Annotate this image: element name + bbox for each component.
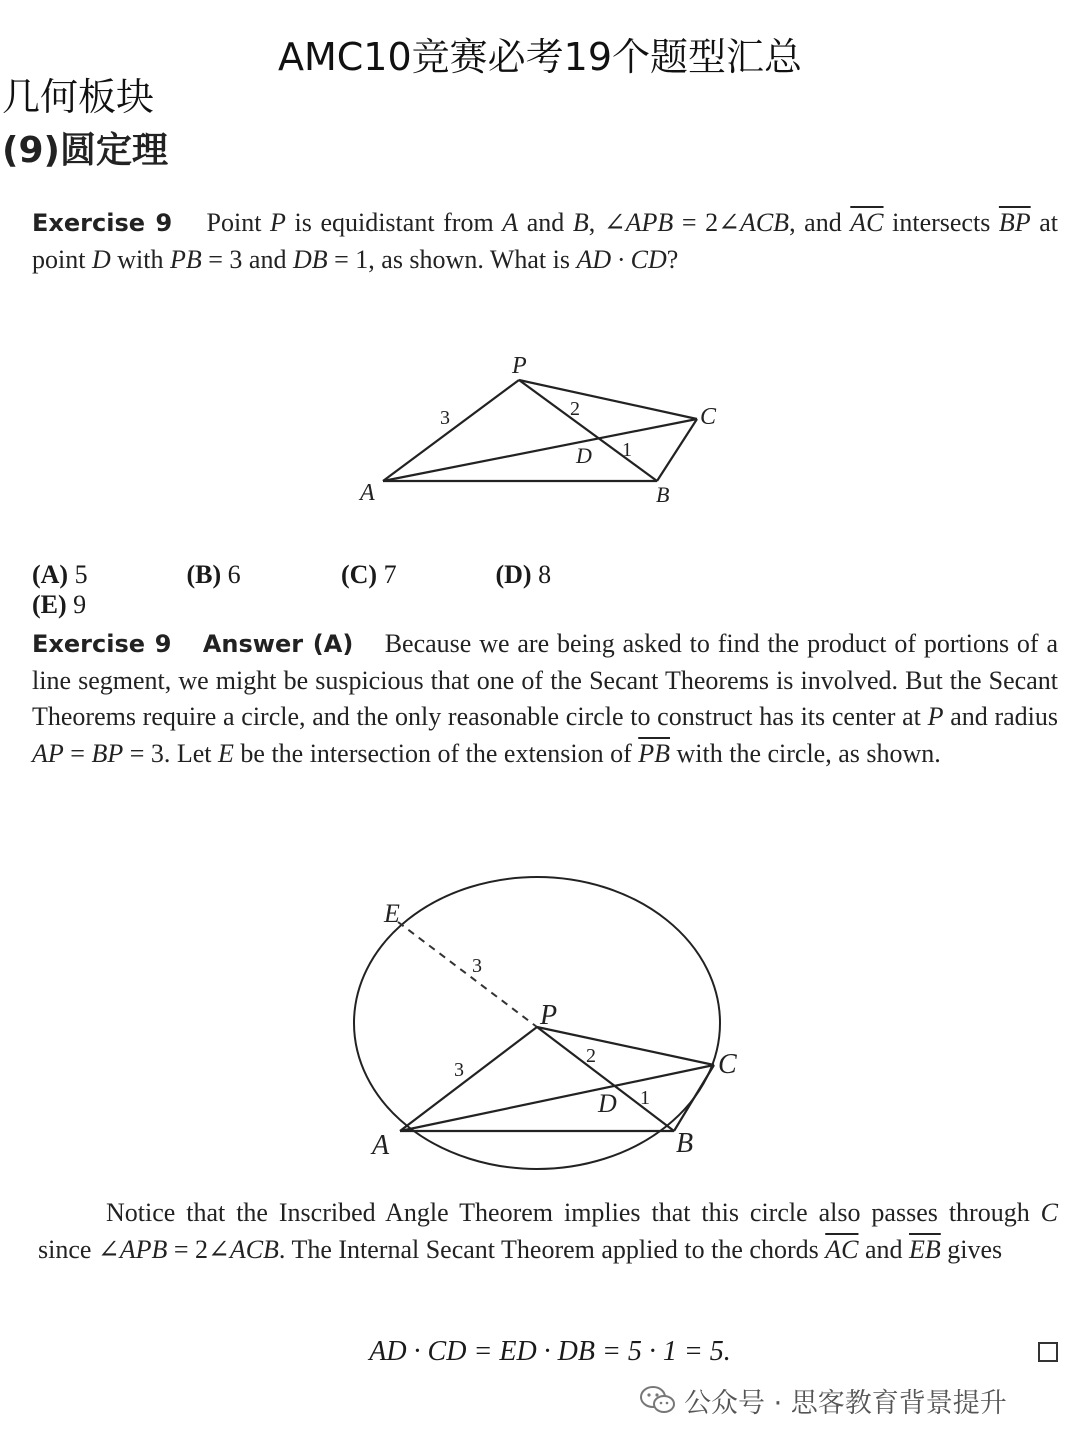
answer-label: Answer (A): [202, 630, 354, 658]
label-length-3-left: 3: [454, 1059, 464, 1081]
label-p: P: [540, 1000, 558, 1031]
label-length-3: 3: [440, 407, 450, 429]
footer-text: 公众号 · 思客教育背景提升: [684, 1387, 1007, 1419]
figure-triangle-diagram: [350, 345, 750, 515]
label-b: B: [656, 482, 670, 507]
page-title: AMC10竞赛必考19个题型汇总: [277, 35, 803, 79]
notice-text: Notice that the Inscribed Angle Theorem implies that this circle also passes through C since ∠APB = 2∠ACB. The Internal Secant Theorem applied to the chords $\overline{AC}$ and $\overline{EB}$ gives: [38, 1198, 1058, 1264]
label-length-2: 2: [570, 398, 580, 420]
label-length-2: 2: [586, 1045, 596, 1067]
segment-ap: [400, 1027, 537, 1131]
footer-watermark: [640, 1380, 1007, 1420]
segment-ap: [383, 380, 519, 481]
answer-exercise-label: Exercise 9: [32, 630, 172, 658]
choice-d: (D) 8: [495, 560, 552, 589]
segment-bc: [674, 1065, 714, 1131]
segment-bc: [657, 419, 697, 481]
wechat-icon: [640, 1385, 676, 1415]
choice-b: (B) 6: [186, 560, 241, 589]
label-a: A: [360, 480, 375, 506]
figure-circle-diagram: [340, 870, 750, 1170]
label-d: D: [598, 1089, 617, 1118]
answer-text: Exercise 9 Answer (A) Because we are being asked to find the product of portions of a line segment, we might be suspicious that one of the Secant Theorems is involved. But the Secant Theorems require a circle, and the only reasonable circle to construct has its center at P and radius AP = BP = 3. Let E be the intersection of the extension of $\overline{PB}$ with the circle, as shown.: [32, 629, 1058, 768]
label-a: A: [372, 1130, 390, 1161]
segment-ac: [383, 419, 697, 481]
label-e: E: [384, 899, 400, 928]
answer-choices: [32, 560, 792, 620]
segment-ep-dashed: [398, 922, 537, 1027]
subsection-heading: (9)圆定理: [2, 130, 168, 171]
exercise-text: Exercise 9 Point P is equidistant from A and B, ∠APB = 2∠ACB, and $\overline{AC}$ intersects $\overline{BP}$ at point D with PB = 3 and DB = 1, as shown. What is AD · CD?: [32, 208, 1059, 274]
label-length-1: 1: [622, 439, 632, 461]
exercise-label: Exercise 9: [32, 209, 173, 237]
choice-a: (A) 5: [32, 560, 88, 589]
qed-box: [1038, 1342, 1058, 1362]
label-length-3-top: 3: [472, 955, 482, 977]
final-equation: AD · CD = ED · DB = 5 · 1 = 5.: [369, 1336, 731, 1367]
label-length-1: 1: [640, 1087, 650, 1109]
choice-e: (E) 9: [32, 590, 87, 619]
segment-ac: [400, 1065, 714, 1131]
label-b: B: [676, 1128, 694, 1159]
choice-c: (C) 7: [341, 560, 397, 589]
section-heading: 几何板块: [2, 75, 155, 119]
label-d: D: [576, 443, 592, 468]
label-c: C: [718, 1049, 737, 1080]
label-c: C: [700, 404, 717, 430]
label-p: P: [512, 353, 527, 379]
